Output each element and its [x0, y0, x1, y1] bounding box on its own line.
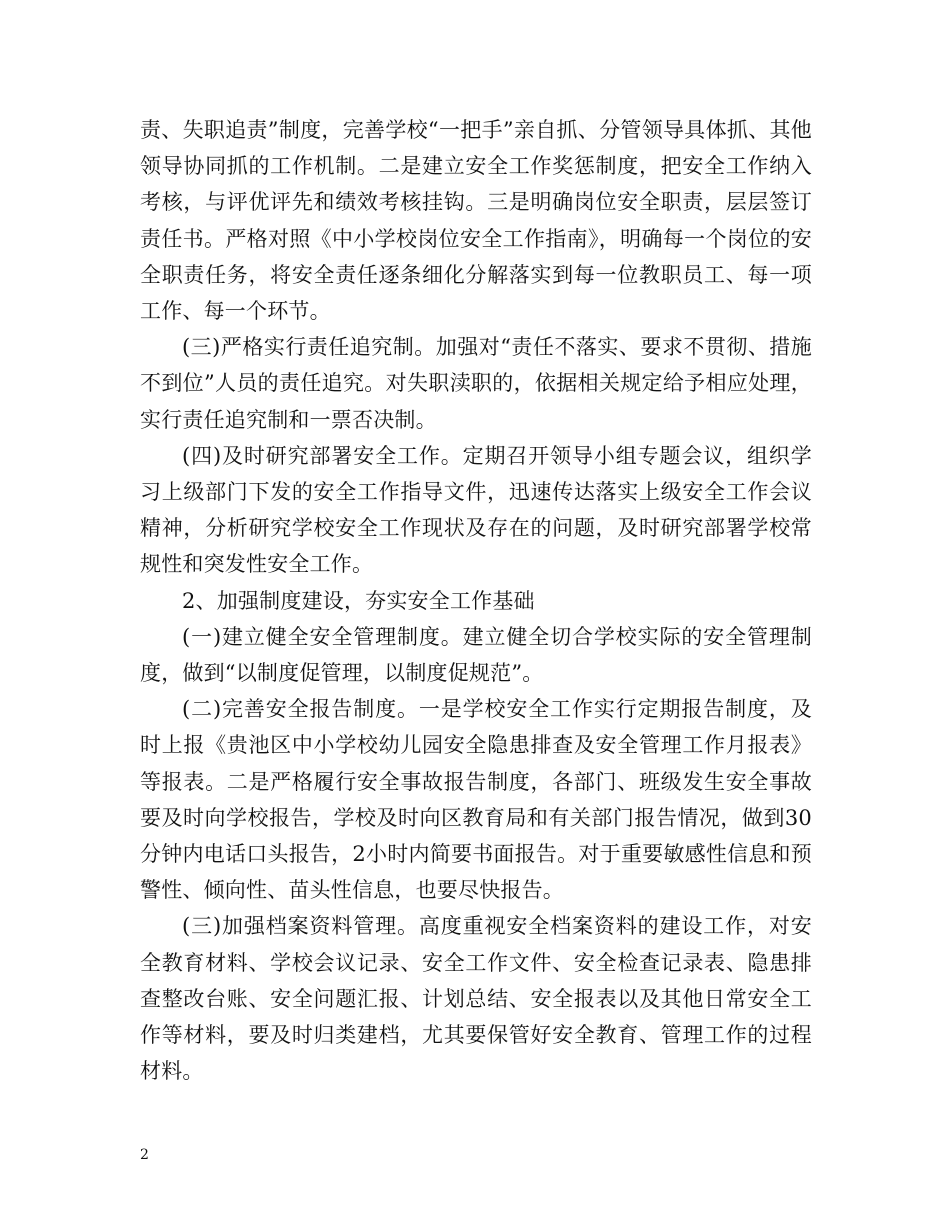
- page-number: 2: [140, 1147, 149, 1163]
- paragraph-6: (三)加强档案资料管理。高度重视安全档案资料的建设工作，对安全教育材料、学校会议记录、安全工作文件、安全检查记录表、隐患排查整改台账、安全问题汇报、计划总结、安全报表以及其他日常安全工作等材料，要及时归类建档，尤其要保管好安全教育、管理工作的过程材料。: [140, 914, 812, 1084]
- document-body: [140, 112, 812, 1089]
- paragraph-3: (四)及时研究部署安全工作。定期召开领导小组专题会议，组织学习上级部门下发的安全工作指导文件，迅速传达落实上级安全工作会议精神，分析研究学校安全工作现状及存在的问题，及时研究部署学校常规性和突发性安全工作。: [140, 443, 812, 577]
- paragraph-5: (二)完善安全报告制度。一是学校安全工作实行定期报告制度，及时上报《贵池区中小学校幼儿园安全隐患排查及安全管理工作月报表》等报表。二是严格履行安全事故报告制度，各部门、班级发生安全事故要及时向学校报告，学校及时向区教育局和有关部门报告情况，做到30分钟内电话口头报告，2小时内简要书面报告。对于重要敏感性信息和预警性、倾向性、苗头性信息，也要尽快报告。: [140, 697, 812, 903]
- section-heading: 2、加强制度建设，夯实安全工作基础: [182, 588, 535, 613]
- paragraph-2: (三)严格实行责任追究制。加强对“责任不落实、要求不贯彻、措施不到位”人员的责任追究。对失职渎职的，依据相关规定给予相应处理，实行责任追究制和一票否决制。: [140, 335, 812, 432]
- paragraph-1: 责、失职追责”制度，完善学校“一把手”亲自抓、分管领导具体抓、其他领导协同抓的工作机制。二是建立安全工作奖惩制度，把安全工作纳入考核，与评优评先和绩效考核挂钩。三是明确岗位安全职责，层层签订责任书。严格对照《中小学校岗位安全工作指南》，明确每一个岗位的安全职责任务，将安全责任逐条细化分解落实到每一位教职员工、每一项工作、每一个环节。: [140, 118, 812, 324]
- paragraph-4: (一)建立健全安全管理制度。建立健全切合学校实际的安全管理制度，做到“以制度促管理，以制度促规范”。: [140, 624, 812, 686]
